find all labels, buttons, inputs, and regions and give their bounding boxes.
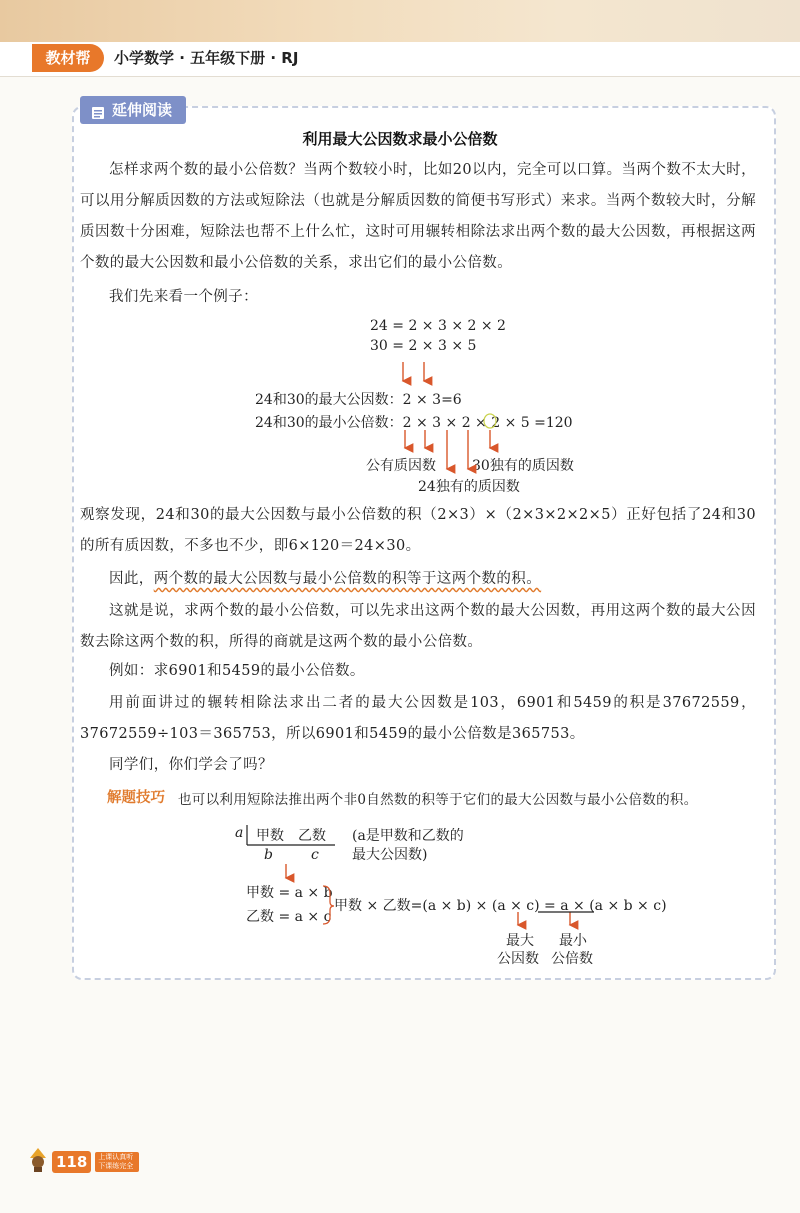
gcd-line: 24和30的最大公因数：2 × 3=6 — [255, 392, 462, 408]
paragraph-method: 这就是说，求两个数的最小公倍数，可以先求出这两个数的最大公因数，再用这两个数的最大公因数去除这两个数的积，所得的商就是这两个数的最小公倍数。 — [80, 603, 756, 650]
page-number: 118 — [52, 1151, 91, 1173]
paragraph-solution: 用前面讲过的辗转相除法求出二者的最大公因数是103，6901和5459的积是37672559，37672559÷103＝365753，所以6901和5459的最小公倍数是365753。 — [80, 695, 756, 742]
article-title: 利用最大公因数求最小公倍数 — [302, 130, 498, 148]
division-note-2: 最大公因数) — [352, 847, 428, 863]
paragraph-observation: 观察发现，24和30的最大公因数与最小公倍数的积（2×3）×（2×3×2×2×5）正好包括了24和30的所有质因数，不多也不少，即6×120＝24×30。 — [80, 507, 756, 554]
gcd-caption-1: 最大 — [506, 933, 534, 949]
factor-24: 24 = 2 × 3 × 2 × 2 — [370, 318, 506, 334]
paragraph-example: 例如：求6901和5459的最小公倍数。 — [109, 663, 365, 679]
section-tag — [80, 96, 186, 124]
book-icon — [90, 102, 106, 118]
conclusion-prefix: 因此， — [109, 571, 154, 587]
tip-label: 解题技巧 — [107, 790, 165, 806]
lcm-caption-1: 最小 — [559, 933, 587, 949]
label-24-own-factors: 24独有的质因数 — [418, 479, 520, 495]
section-tag-label: 延伸阅读 — [112, 101, 173, 119]
mascot-icon — [28, 1148, 48, 1176]
division-divisor: a — [235, 825, 244, 841]
book-title: 小学数学 · 五年级下册 · RJ — [114, 49, 299, 67]
brand-badge: 教材帮 — [32, 44, 104, 72]
division-quotient-b: b — [264, 847, 273, 863]
paragraph-question: 同学们，你们学会了吗？ — [109, 757, 273, 773]
paragraph-example-intro: 我们先来看一个例子： — [109, 289, 258, 305]
tip-text: 也可以利用短除法推出两个非0自然数的积等于它们的最大公因数与最小公倍数的积。 — [178, 792, 698, 808]
lcm-caption-2: 公倍数 — [551, 951, 593, 967]
division-note-1: (a是甲数和乙数的 — [352, 828, 464, 844]
yi-formula: 乙数 = a × c — [246, 909, 332, 925]
product-formula: 甲数 × 乙数=(a × b) × (a × c) = a × (a × b × c) — [334, 898, 667, 914]
division-top: 甲数 乙数 — [256, 828, 326, 844]
jia-formula: 甲数 = a × b — [246, 885, 333, 901]
paragraph-conclusion — [80, 564, 756, 595]
top-decoration-band — [0, 0, 800, 42]
page-footer — [28, 1148, 139, 1176]
footer-slogan: 上课认真听 下课练完全 — [95, 1152, 139, 1172]
factor-30: 30 = 2 × 3 × 5 — [370, 338, 477, 354]
paragraph-intro: 怎样求两个数的最小公倍数？当两个数较小时，比如20以内，完全可以口算。当两个数不太大时，可以用分解质因数的方法或短除法（也就是分解质因数的简便书写形式）来求。当两个数较大时，分解质因数十分困难，短除法也帮不上什么忙，这时可用辗转相除法求出两个数的最大公因数，再根据这两个数的最大公因数和最小公倍数的关系，求出它们的最小公倍数。 — [80, 162, 756, 271]
conclusion-highlight: 两个数的最大公因数与最小公倍数的积等于这两个数的积。 — [153, 571, 542, 587]
division-quotient-c: c — [311, 847, 319, 863]
lcm-line: 24和30的最小公倍数：2 × 3 × 2 × 2 × 5 =120 — [255, 415, 573, 431]
label-common-factors: 公有质因数 — [366, 458, 436, 474]
label-30-own-factor: 30独有的质因数 — [472, 458, 574, 474]
gcd-caption-2: 公因数 — [497, 951, 539, 967]
